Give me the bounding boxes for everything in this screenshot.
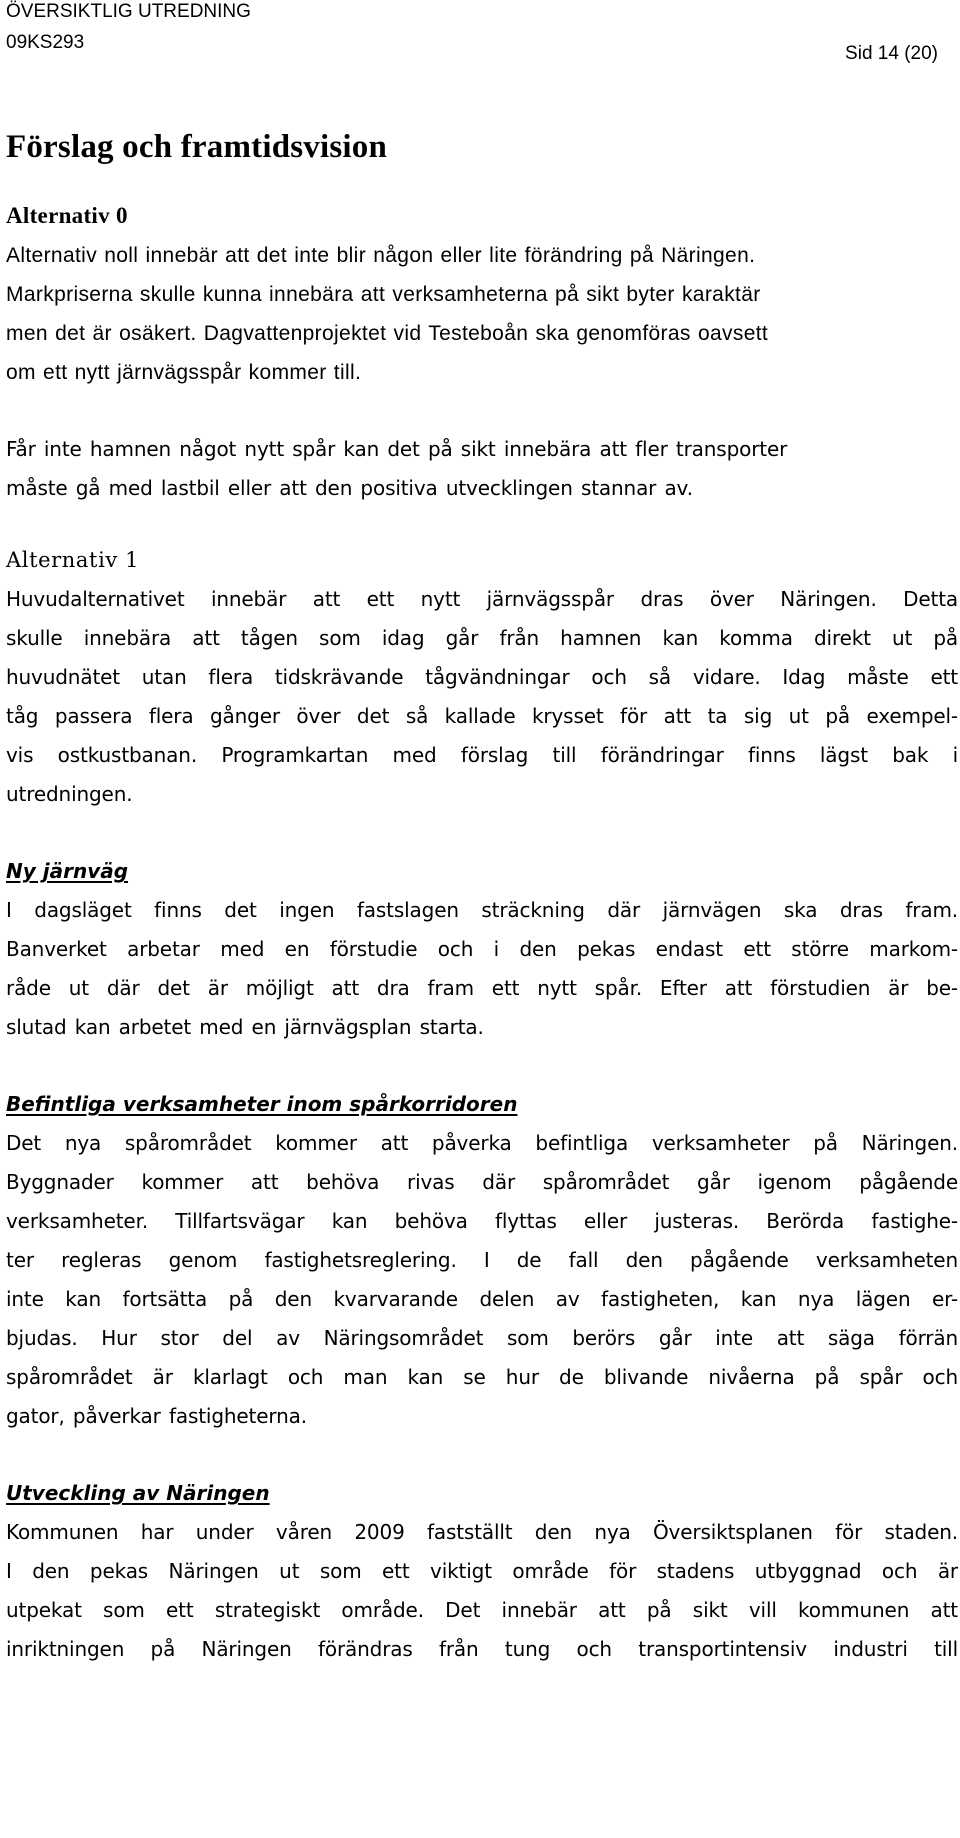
page-number: Sid 14 (20): [845, 43, 938, 64]
paragraph-alternativ-0: [6, 236, 958, 392]
text-line: inriktningen på Näringen förändras från tung och transportintensiv industri till: [6, 1637, 958, 1661]
subsection-heading-befintliga-verksamheter: Befintliga verksamheter inom spårkorridoren: [6, 1092, 518, 1116]
text-line: slutad kan arbetet med en järnvägsplan starta.: [6, 1015, 484, 1039]
section-befintliga-verksamheter: [6, 1085, 958, 1436]
text-line: vis ostkustbanan. Programkartan med förslag till förändringar finns lägst bak i: [6, 743, 958, 767]
text-line: I den pekas Näringen ut som ett viktigt område för stadens utbyggnad och är: [6, 1559, 958, 1583]
text-line: Huvudalternativet innebär att ett nytt järnvägsspår dras över Näringen. Detta: [6, 587, 958, 611]
paragraph-ny-jarnvag: [6, 891, 958, 1047]
text-line: utredningen.: [6, 782, 133, 806]
text-line: Alternativ noll innebär att det inte blir någon eller lite förändring på Näringen.: [6, 244, 756, 267]
text-line: verksamheter. Tillfartsvägar kan behöva flyttas eller justeras. Berörda fastighe-: [6, 1209, 958, 1233]
subsection-heading-ny-jarnvag: Ny järnväg: [6, 859, 129, 883]
text-line: men det är osäkert. Dagvattenprojektet vid Testeboån ska genomföras oavsett: [6, 322, 769, 345]
text-line: Det nya spårområdet kommer att påverka befintliga verksamheter på Näringen.: [6, 1131, 958, 1155]
section-heading-alternativ-0: Alternativ 0: [6, 203, 128, 228]
subsection-heading-utveckling: Utveckling av Näringen: [6, 1481, 270, 1505]
section-ny-jarnvag: [6, 852, 958, 1047]
paragraph-alternativ-1: [6, 580, 958, 814]
text-line: tåg passera flera gånger över det så kallade krysset för att ta sig ut på exempel-: [6, 704, 958, 728]
text-line: Byggnader kommer att behöva rivas där spårområdet går igenom pågående: [6, 1170, 958, 1194]
document-body: [6, 118, 958, 1669]
text-line: Markpriserna skulle kunna innebära att verksamheterna på sikt byter karaktär: [6, 283, 761, 306]
text-line: måste gå med lastbil eller att den positiva utvecklingen stannar av.: [6, 476, 693, 500]
text-line: skulle innebära att tågen som idag går från hamnen kan komma direkt ut på: [6, 626, 958, 650]
paragraph-alternativ-0-transport: [6, 430, 958, 508]
text-line: gator, påverkar fastigheterna.: [6, 1404, 307, 1428]
section-utveckling-av-naringen: [6, 1474, 958, 1669]
text-line: huvudnätet utan flera tidskrävande tågvändningar och så vidare. Idag måste ett: [6, 665, 958, 689]
text-line: råde ut där det är möjligt att dra fram ett nytt spår. Efter att förstudien är be-: [6, 976, 958, 1000]
text-line: om ett nytt järnvägsspår kommer till.: [6, 361, 362, 384]
page-title: Förslag och framtidsvision: [6, 129, 388, 165]
section-alternativ-1: [6, 540, 958, 814]
text-line: ter regleras genom fastighetsreglering. I de fall den pågående verksamheten: [6, 1248, 958, 1272]
document-code: 09KS293: [6, 32, 85, 53]
text-line: spårområdet är klarlagt och man kan se hur de blivande nivåerna på spår och: [6, 1365, 958, 1389]
text-line: I dagsläget finns det ingen fastslagen sträckning där järnvägen ska dras fram.: [6, 898, 958, 922]
text-line: utpekat som ett strategiskt område. Det innebär att på sikt vill kommunen att: [6, 1598, 958, 1622]
paragraph-utveckling: [6, 1513, 958, 1669]
paragraph-befintliga-verksamheter: [6, 1124, 958, 1436]
text-line: Banverket arbetar med en förstudie och i den pekas endast ett större markom-: [6, 937, 958, 961]
section-heading-alternativ-1: Alternativ 1: [6, 548, 140, 572]
section-alternativ-0: [6, 196, 958, 508]
text-line: inte kan fortsätta på den kvarvarande delen av fastigheten, kan nya lägen er-: [6, 1287, 958, 1311]
text-line: bjudas. Hur stor del av Näringsområdet som berörs går inte att säga förrän: [6, 1326, 958, 1350]
text-line: Kommunen har under våren 2009 fastställt den nya Översiktsplanen för staden.: [6, 1520, 958, 1544]
document-type-label: ÖVERSIKTLIG UTREDNING: [6, 1, 251, 22]
text-line: Får inte hamnen något nytt spår kan det på sikt innebära att fler transporter: [6, 437, 788, 461]
